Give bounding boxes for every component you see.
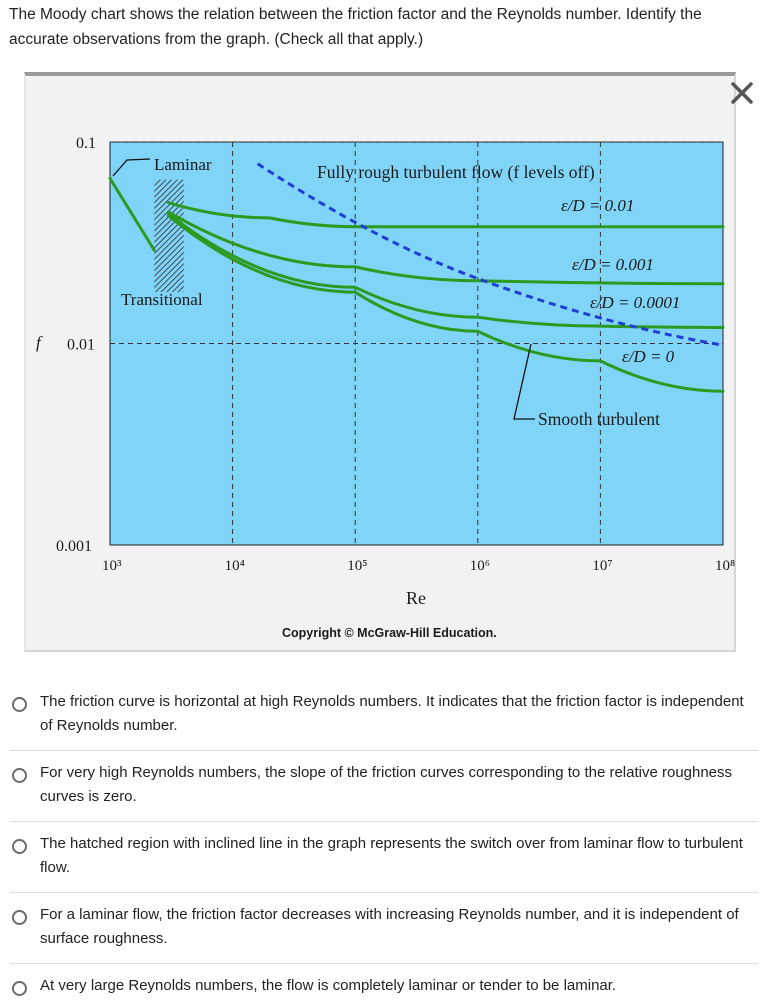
transition-hatched-region — [154, 180, 183, 292]
copyright-text: Copyright © McGraw-Hill Education. — [282, 626, 497, 640]
answer-option-label: The friction curve is horizontal at high Reynolds numbers. It indicates that the friction factor is independent of Reynolds number. — [40, 693, 744, 734]
y-axis-label: f — [36, 333, 41, 352]
x-tick-label: 10⁸ — [715, 558, 736, 574]
checkbox-icon[interactable] — [12, 910, 27, 925]
divider — [10, 963, 758, 964]
annotation-ed-0001: ε/D = 0.001 — [572, 255, 654, 274]
divider — [10, 750, 758, 751]
x-tick-label: 10³ — [102, 558, 122, 574]
x-tick-label: 10⁷ — [592, 558, 613, 574]
answer-option-label: For a laminar flow, the friction factor decreases with increasing Reynolds number, and it is independent of surface roughness. — [40, 906, 739, 947]
divider — [10, 892, 758, 893]
checkbox-icon[interactable] — [12, 697, 27, 712]
x-tick-label: 10⁵ — [347, 558, 368, 574]
y-tick-label: 0.01 — [67, 336, 95, 354]
checkbox-icon[interactable] — [12, 768, 27, 783]
y-tick-label: 0.1 — [76, 135, 96, 152]
annotation-ed-00001: ε/D = 0.0001 — [590, 293, 681, 312]
question-text: The Moody chart shows the relation between the friction factor and the Reynolds number. Identify the accurate observations from the graph. (Check all that apply.) — [9, 6, 702, 48]
annotation-smooth-turbulent: Smooth turbulent — [538, 409, 661, 429]
checkbox-icon[interactable] — [12, 839, 27, 854]
answer-option-label: The hatched region with inclined line in the graph represents the switch over from laminar flow to turbulent flow. — [40, 835, 743, 876]
annotation-laminar: Laminar — [154, 155, 212, 174]
x-tick-label: 10⁴ — [224, 558, 245, 574]
annotation-fully-rough: Fully rough turbulent flow (f levels off) — [317, 162, 595, 182]
y-tick-label: 0.001 — [56, 538, 92, 555]
x-axis-label: Re — [406, 588, 426, 608]
x-tick-label: 10⁶ — [469, 558, 491, 574]
checkbox-icon[interactable] — [12, 981, 27, 996]
divider — [10, 821, 758, 822]
answer-option-label: For very high Reynolds numbers, the slope of the friction curves corresponding to the relative roughness curves is zero. — [40, 764, 733, 805]
answer-option-label: At very large Reynolds numbers, the flow is completely laminar or tender to be laminar. — [40, 977, 617, 994]
annotation-ed-001: ε/D = 0.01 — [561, 196, 635, 215]
annotation-ed-0: ε/D = 0 — [622, 347, 675, 366]
annotation-transitional: Transitional — [121, 290, 203, 309]
